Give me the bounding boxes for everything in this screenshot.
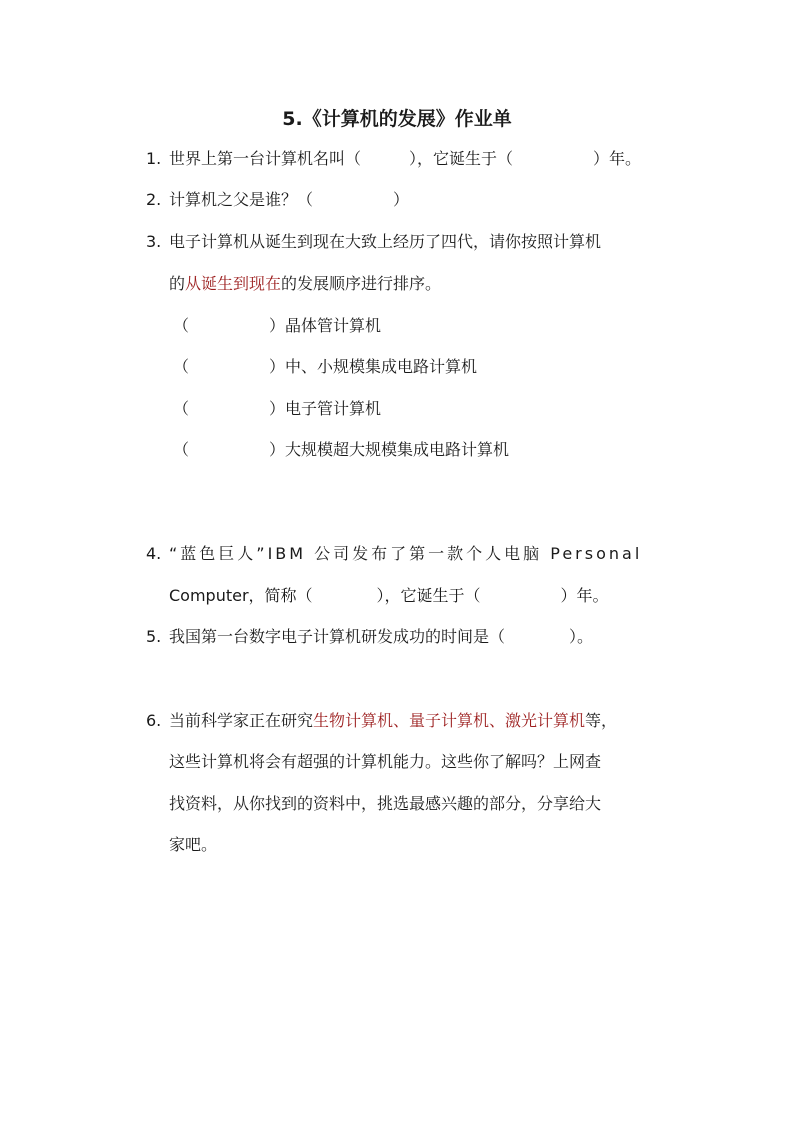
question-4-line-2: Computer，简称（ ），它诞生于（ ）年。 xyxy=(169,586,609,605)
question-2-number: 2. xyxy=(146,190,162,209)
worksheet-title: 5.《计算机的发展》作业单 xyxy=(282,108,512,130)
question-6-line-2: 这些计算机将会有超强的计算机能力。这些你了解吗？上网查 xyxy=(169,752,602,771)
question-5-number: 5. xyxy=(146,627,162,646)
question-3-number: 3. xyxy=(146,232,162,251)
option-transistor: （ ）晶体管计算机 xyxy=(173,316,382,335)
question-3-line-2-pre: 的 xyxy=(169,274,186,293)
option-small-medium-ic: （ ）中、小规模集成电路计算机 xyxy=(173,357,478,376)
question-4-number: 4. xyxy=(146,544,162,563)
question-3-highlight: 从诞生到现在 xyxy=(185,274,282,293)
question-6-line-4: 家吧。 xyxy=(169,835,218,854)
question-4-line-1: “蓝色巨人”IBM 公司发布了第一款个人电脑 Personal xyxy=(169,544,643,563)
question-6-line-1-post: 等， xyxy=(585,711,618,730)
question-6-line-3: 找资料，从你找到的资料中，挑选最感兴趣的部分，分享给大 xyxy=(169,794,602,813)
option-vacuum-tube: （ ）电子管计算机 xyxy=(173,399,382,418)
question-3-line-1: 电子计算机从诞生到现在大致上经历了四代，请你按照计算机 xyxy=(169,232,602,251)
question-2-text: 计算机之父是谁？（ ） xyxy=(169,190,410,209)
question-5-text: 我国第一台数字电子计算机研发成功的时间是（ ）。 xyxy=(169,627,594,646)
question-6-line-1 xyxy=(169,710,617,732)
question-1-text: 世界上第一台计算机名叫（ ），它诞生于（ ）年。 xyxy=(169,149,642,168)
question-6-number: 6. xyxy=(146,711,162,730)
question-6-highlight: 生物计算机、量子计算机、激光计算机 xyxy=(313,711,586,730)
question-1-number: 1. xyxy=(146,149,162,168)
option-large-scale-ic: （ ）大规模超大规模集成电路计算机 xyxy=(173,440,510,459)
question-6-line-1-pre: 当前科学家正在研究 xyxy=(169,711,314,730)
question-3-line-2-post: 的发展顺序进行排序。 xyxy=(281,274,442,293)
question-3-line-2 xyxy=(169,273,441,295)
